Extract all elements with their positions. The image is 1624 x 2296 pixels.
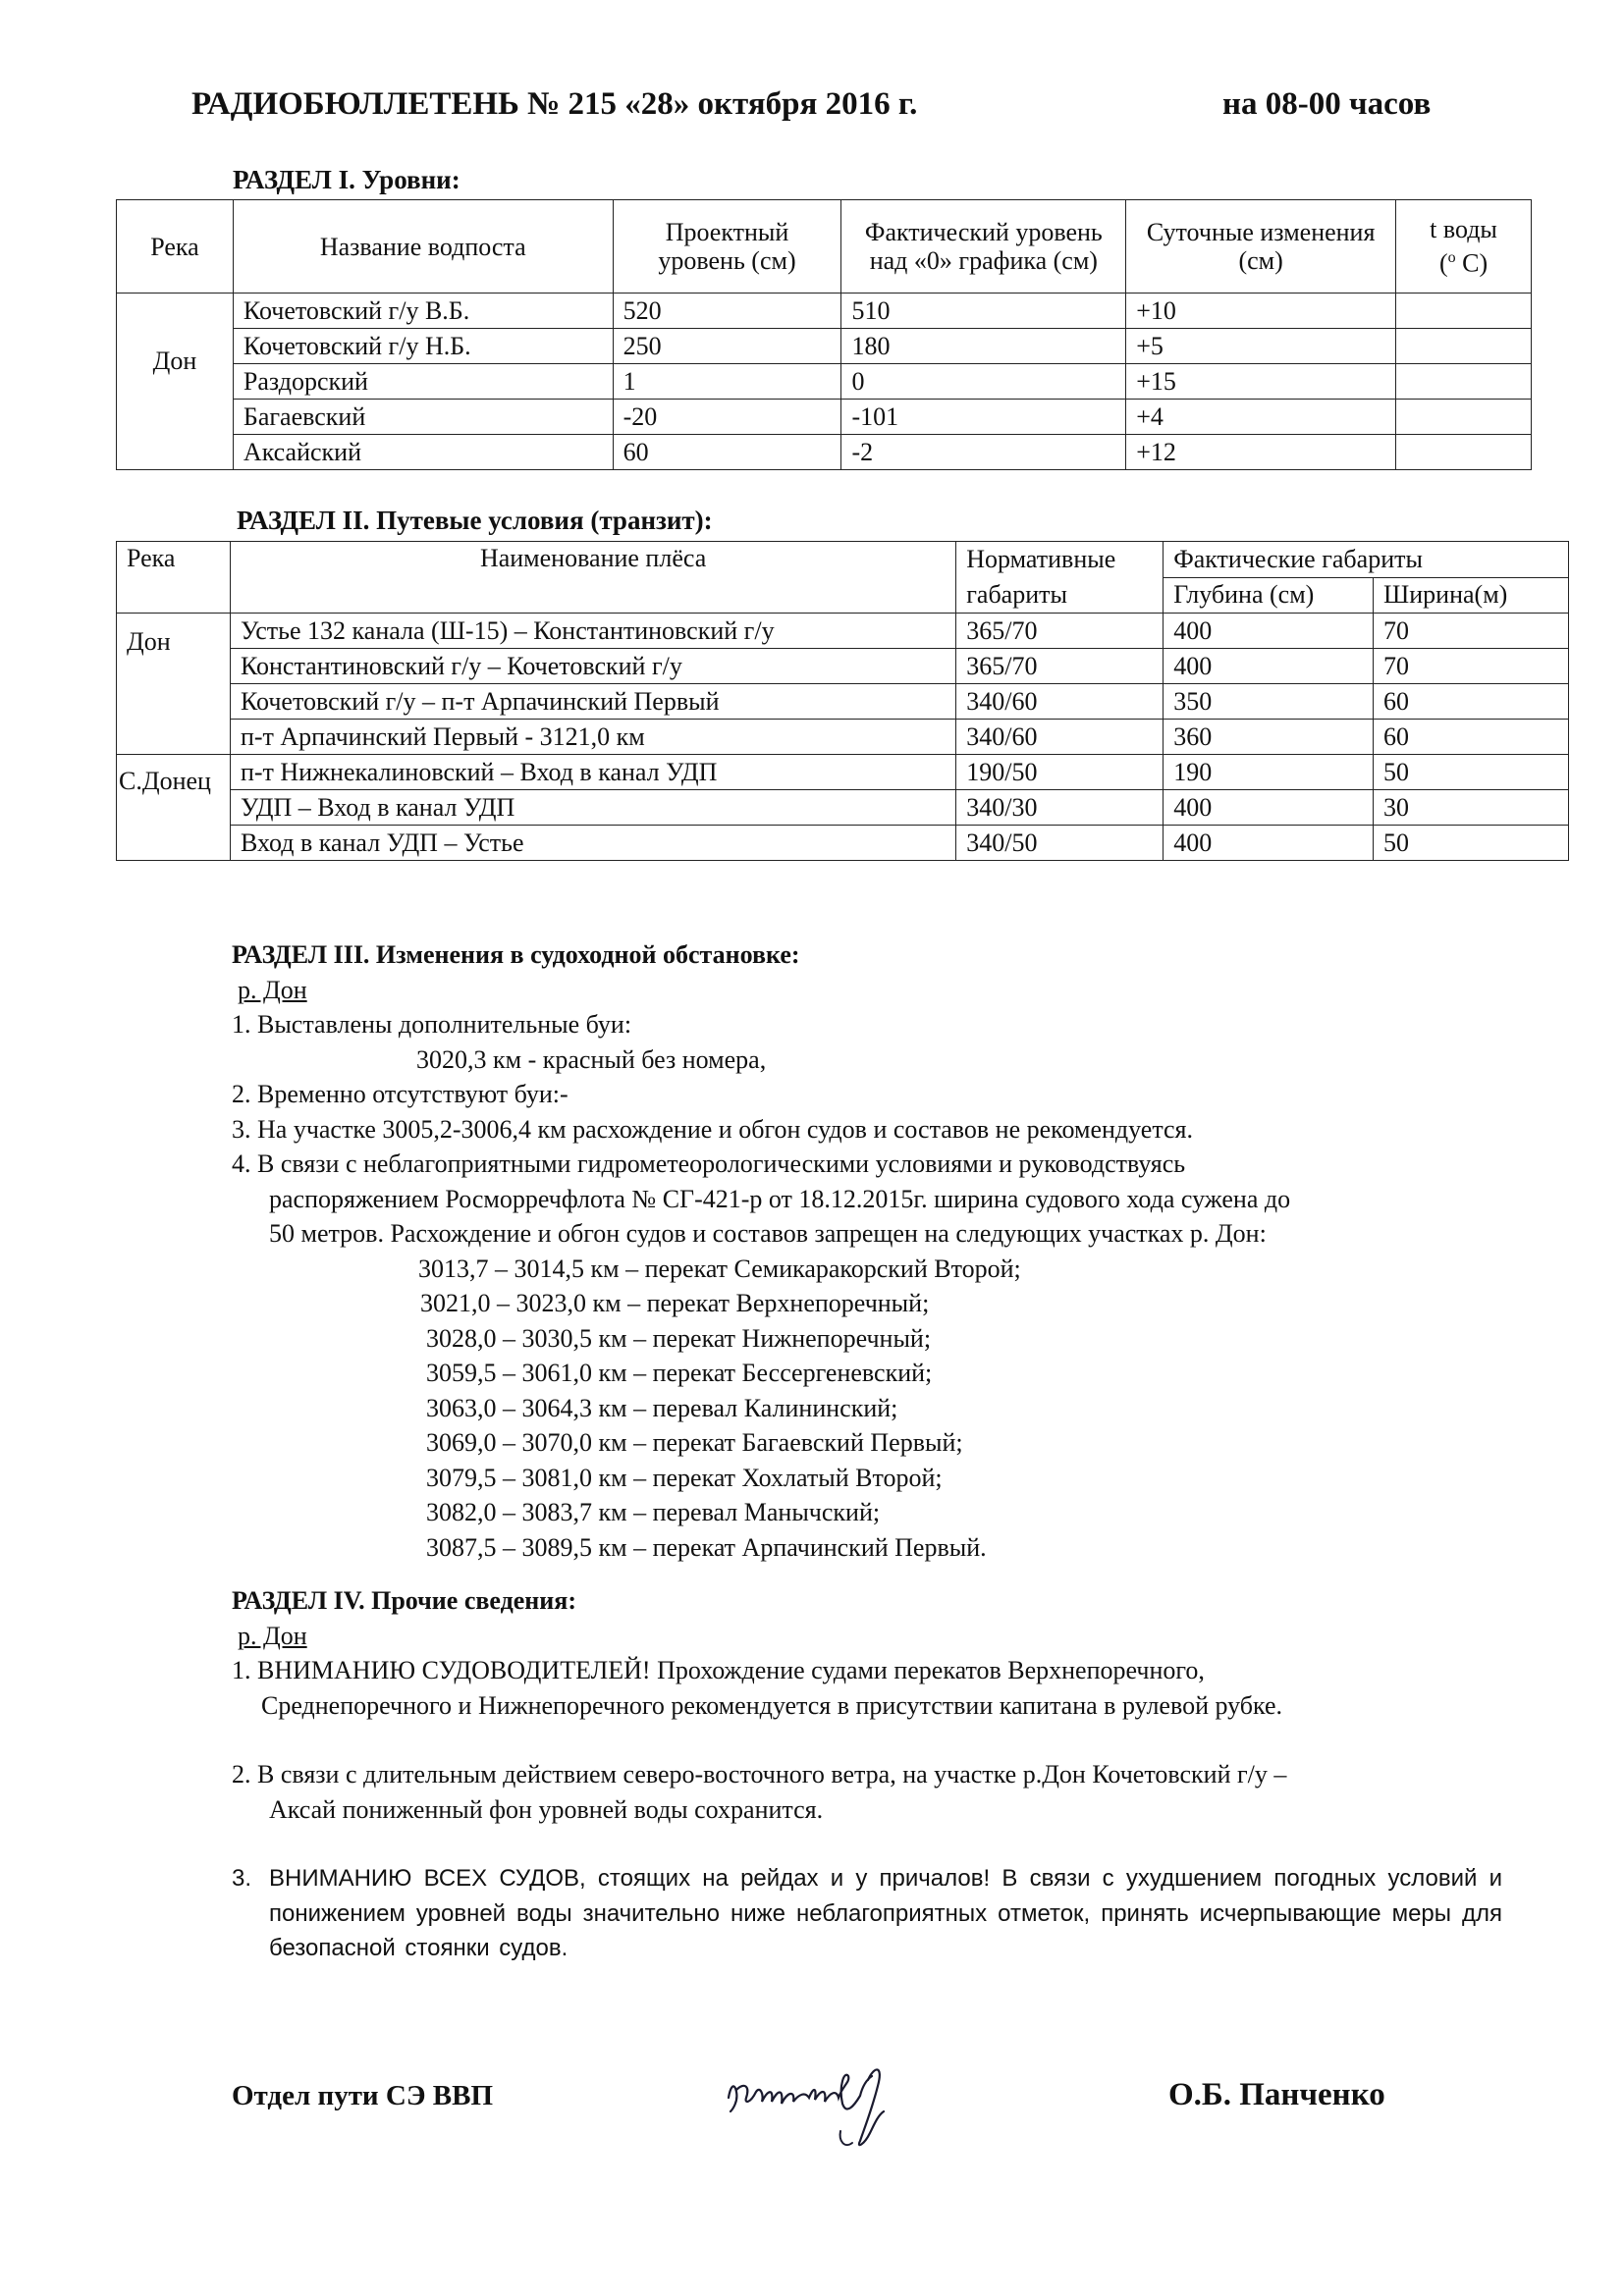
col-depth: Глубина (см)	[1164, 577, 1374, 614]
table-row: Раздорский 1 0 +15	[117, 364, 1532, 400]
section1-title: РАЗДЕЛ I. Уровни:	[233, 165, 460, 194]
table-row: С.Донец п-т Нижнекалиновский – Вход в канал УДП 190/50 190 50	[117, 755, 1569, 790]
section4-p1-line1: 1. ВНИМАНИЮ СУДОВОДИТЕЛЕЙ! Прохождение судами перекатов Верхнепоречного,	[232, 1656, 1205, 1684]
list-item: 3082,0 – 3083,7 км – перевал Манычский;	[426, 1498, 881, 1526]
col-actual-dims: Фактические габариты	[1164, 542, 1569, 578]
section4-p2-line1: 2. В связи с длительным действием северо-восточного ветра, на участке р.Дон Кочетовский г/у –	[232, 1760, 1287, 1789]
table-row: Кочетовский г/у – п-т Арпачинский Первый 340/60 350 60	[117, 684, 1569, 720]
table-row: Вход в канал УДП – Устье 340/50 400 50	[117, 826, 1569, 861]
signer-name: О.Б. Панченко	[1168, 2077, 1385, 2112]
river-cell: Дон	[117, 294, 234, 470]
table-row: Кочетовский г/у Н.Б. 250 180 +5	[117, 329, 1532, 364]
table-row: Дон Кочетовский г/у В.Б. 520 510 +10	[117, 294, 1532, 329]
list-item: 3059,5 – 3061,0 км – перекат Бессергеневский;	[426, 1359, 933, 1387]
bulletin-title: РАДИОБЮЛЛЕТЕНЬ № 215 «28» октября 2016 г.	[191, 86, 918, 122]
col-standard-dims: Нормативные габариты	[956, 542, 1164, 614]
signature	[717, 2047, 952, 2155]
section4-p3	[232, 1861, 1508, 1966]
levels-table	[116, 199, 1532, 470]
col-river: Река	[117, 542, 231, 614]
list-item: 3063,0 – 3064,3 км – перевал Калининский;	[426, 1393, 898, 1422]
river-cell: С.Донец	[117, 755, 231, 861]
col-river: Река	[117, 200, 234, 294]
section2-title: РАЗДЕЛ II. Путевые условия (транзит):	[237, 506, 713, 535]
section4-p3-text: ВНИМАНИЮ ВСЕХ СУДОВ, стоящих на рейдах и у причалов! В связи с ухудшением погодных условий и понижением уровней воды значительно ниже неблагоприятных отметок, принять исчерпывающие меры для безопасной стоянки судов.	[269, 1865, 1502, 1961]
col-daily-change: Суточные изменения (см)	[1126, 200, 1396, 294]
levels-header-row	[117, 200, 1532, 294]
section4-title: РАЗДЕЛ IV. Прочие сведения:	[232, 1586, 576, 1615]
section4	[232, 1583, 1508, 1966]
table-row: Дон Устье 132 канала (Ш-15) – Константиновский г/у 365/70 400 70	[117, 614, 1569, 649]
table-row: УДП – Вход в канал УДП 340/30 400 30	[117, 790, 1569, 826]
table-row: Константиновский г/у – Кочетовский г/у 365/70 400 70	[117, 649, 1569, 684]
section3-item1: 1. Выставлены дополнительные буи:	[232, 1010, 632, 1039]
section3-item3: 3. На участке 3005,2-3006,4 км расхождение и обгон судов и составов не рекомендуется.	[232, 1114, 1193, 1144]
signature-image	[717, 2047, 952, 2155]
table-row: Аксайский 60 -2 +12	[117, 435, 1532, 470]
col-water-temp: t воды ($^o$ C)	[1396, 200, 1532, 294]
col-station: Название водпоста	[233, 200, 613, 294]
section3-title: РАЗДЕЛ III. Изменения в судоходной обстановке:	[232, 940, 800, 969]
section4-p2-line2: Аксай пониженный фон уровней воды сохранится.	[269, 1794, 824, 1824]
transit-table	[116, 541, 1569, 861]
section4-p1-line2: Среднепоречного и Нижнепоречного рекомендуется в присутствии капитана в рулевой рубке.	[261, 1690, 1283, 1720]
river-cell: Дон	[117, 614, 231, 755]
list-item: 3021,0 – 3023,0 км – перекат Верхнепоречный;	[420, 1289, 930, 1317]
section4-p3-num: 3.	[232, 1865, 252, 1892]
col-reach: Наименование плёса	[230, 542, 955, 614]
department-label: Отдел пути СЭ ВВП	[232, 2080, 493, 2111]
list-item: 3028,0 – 3030,5 км – перекат Нижнепоречный;	[426, 1323, 932, 1353]
col-width: Ширина(м)	[1374, 577, 1569, 614]
section4-river: р. Дон	[238, 1621, 307, 1650]
section3-item1-detail: 3020,3 км - красный без номера,	[416, 1044, 767, 1074]
restricted-reaches-list	[418, 1252, 1290, 1566]
section3	[232, 937, 1290, 1565]
section3-item4-line2: распоряжением Росморречфлота № СГ-421-р от 18.12.2015г. ширина судового хода сужена до	[269, 1184, 1291, 1213]
bulletin-time: на 08-00 часов	[1222, 86, 1432, 122]
col-design-level: Проектный уровень (см)	[613, 200, 841, 294]
section3-item4-line1: 4. В связи с неблагоприятными гидрометеорологическими условиями и руководствуясь	[232, 1149, 1186, 1178]
list-item: 3069,0 – 3070,0 км – перекат Багаевский Первый;	[426, 1428, 963, 1457]
list-item: 3079,5 – 3081,0 км – перекат Хохлатый Второй;	[426, 1463, 943, 1492]
list-item: 3087,5 – 3089,5 км – перекат Арпачинский Первый.	[426, 1532, 987, 1562]
col-actual-level: Фактический уровень над «0» графика (см)	[841, 200, 1126, 294]
section3-item4-line3: 50 метров. Расхождение и обгон судов и составов запрещен на следующих участках р. Дон:	[269, 1219, 1267, 1248]
bulletin-header	[191, 86, 1507, 123]
list-item: 3013,7 – 3014,5 км – перекат Семикаракорский Второй;	[418, 1254, 1021, 1283]
section3-item2: 2. Временно отсутствуют буи:-	[232, 1080, 568, 1108]
table-row: Багаевский -20 -101 +4	[117, 400, 1532, 435]
transit-header-row	[117, 542, 1569, 578]
table-row: п-т Арпачинский Первый - 3121,0 км 340/60 360 60	[117, 720, 1569, 755]
section3-river: р. Дон	[238, 975, 307, 1004]
